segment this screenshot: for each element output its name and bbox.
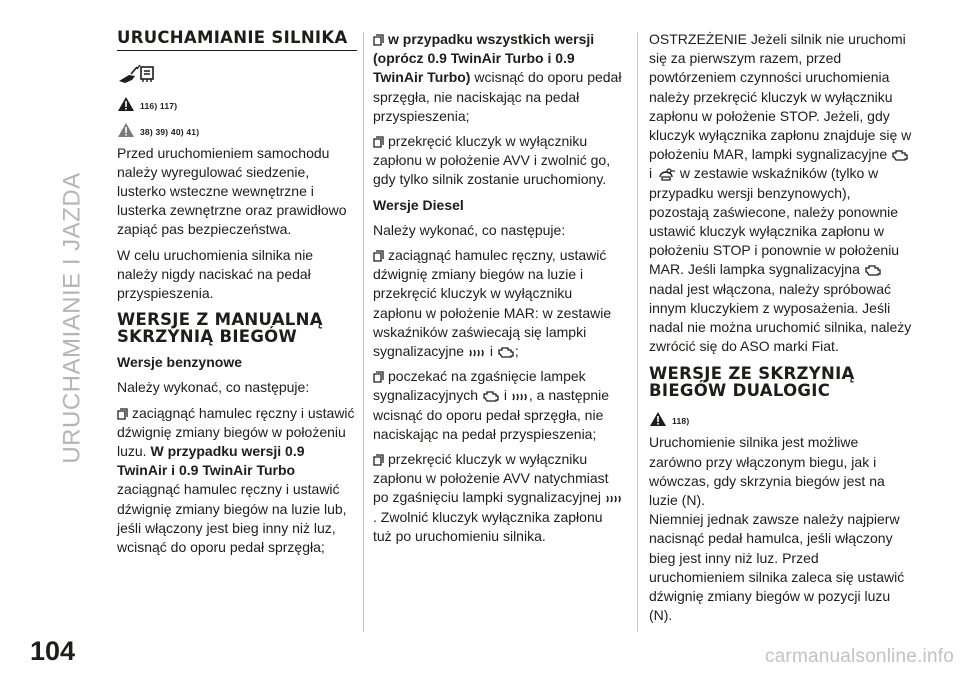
column-2 [373,30,623,552]
caution-reference-1 [117,118,357,138]
list-item-wait-lamps: poczekać na zgaśnięcie lampek sygnalizacyjnych i , a następnie wcisnąć do oporu pedał sprzęgła, nie naciskając na pedał przyspieszenia; [373,368,610,442]
caution-ref-numbers: 38) 39) 40) 41) [140,126,200,137]
column-1 [117,30,357,563]
section-heading-manual-gearbox: WERSJE Z MANUALNĄ SKRZYNIĄ BIEGÓW [117,310,323,346]
paragraph-before-start: Przed uruchomieniem samochodu należy wyregulować siedzenie, lusterko wsteczne wewnętrzne i lusterka zewnętrzne oraz prawidłowo zapiąć pas bezpieczeństwa. [117,144,347,238]
column-3 [649,30,914,631]
engine-check-icon [864,263,882,277]
section-heading-dualogic: WERSJE ZE SKRZYNIĄ BIEGÓW DUALOGIC [649,364,855,400]
engine-check-icon [482,389,500,403]
list-item-turn-key-after-lamp: przekręcić kluczyk w wyłączniku zapłonu w położenie AVV natychmiast po zgaśnięciu lampki sygnalizacyjnej . Zwolnić kluczyk wyłącznika zapłonu tuż po uruchomieniu silnika. [373,450,623,546]
side-section-title [58,18,88,618]
paragraph-dualogic-start: Uruchomienie silnika jest możliwe zarówno przy włączonym biegu, jak i wówczas, gdy skrzynia biegów jest na luzie (N). [649,434,885,509]
glow-plug-icon [468,347,486,359]
warning-ref-numbers: 116) 117) [140,100,178,111]
paragraph-no-accelerator: W celu uruchomienia silnika nie należy nigdy naciskać na pedał przyspieszenia. [117,246,314,301]
checkbox-bullet-icon [373,250,384,262]
list-item-handbrake: zaciągnąć hamulec ręczny i ustawić dźwignię zmiany biegów w położeniu luzu. W przypadku wersji 0.9 TwinAir i 0.9 TwinAir Turbo zaciągnąć hamulec ręczny i ustawić dźwignię zmiany biegów na luzie lub, jeśli włączony jest bieg inny niż luz, wcisnąć do oporu pedał sprzęgła; [117,404,355,555]
checkbox-bullet-icon [117,408,128,420]
glow-plug-icon [605,493,623,505]
watermark: carmanualsonline.info [764,646,954,667]
engine-check-icon [497,345,515,359]
subheading-petrol: Wersje benzynowe [117,354,243,371]
paragraph-dualogic-brake: Niemniej jednak zawsze należy najpierw nacisnąć pedał hamulca, jeśli włączony bieg jest inny niż luz. Przed uruchomieniem silnika zaleca się ustawić dźwignię zmiany biegów w pozycji luzu (N). [649,511,905,624]
subheading-diesel: Wersje Diesel [373,196,464,213]
column-divider-2 [637,32,638,632]
paragraph-diesel-intro: Należy wykonać, co następuje: [373,221,566,238]
checkbox-bullet-icon [373,34,384,46]
spark-warning-row [117,61,357,87]
list-item-turn-key-avv: przekręcić kluczyk w wyłączniku zapłonu w położenie AVV i zwolnić go, gdy tylko silnik zostanie uruchomiony. [373,133,611,188]
warning-reference-dualogic [649,407,914,427]
section-heading-starting-engine: URUCHAMIANIE SILNIKA [117,30,357,51]
column-divider-1 [363,32,364,632]
checkbox-bullet-icon [373,136,384,148]
checkbox-bullet-icon [373,371,384,383]
side-title-text: URUCHAMIANIE I JAZDA [59,172,87,464]
list-item-all-versions: w przypadku wszystkich wersji (oprócz 0.9 TwinAir Turbo i 0.9 TwinAir Turbo) wcisnąć do oporu pedał sprzęgła, nie naciskając na pedał przyspieszenia; [373,31,622,124]
caution-triangle-icon [117,122,135,138]
spark-hand-icon [117,63,155,85]
warning-triangle-icon [117,96,135,112]
warning-reference-1 [117,92,357,112]
list-item-diesel-mar: zaciągnąć hamulec ręczny, ustawić dźwignię zmiany biegów na luzie i przekręcić kluczyk w wyłączniku zapłonu w położenie MAR: w zestawie wskaźników zaświecają się lampki sygnalizacyjne i ; [373,247,612,360]
glow-plug-icon [511,391,529,403]
paragraph-warning-restart: OSTRZEŻENIE Jeżeli silnik nie uruchomi się za pierwszym razem, przed powtórzeniem czynności uruchomienia należy przekręcić kluczyk w wyłączniku zapłonu w położenie STOP. Jeżeli, gdy kluczyk wyłącznika zapłonu znajduje się w położeniu MAR, lampki sygnalizacyjne i w zestawie wskaźników (tylko w przypadku wersji benzynowych), pozostają zaświecone, należy ponownie ustawić kluczyk wyłącznika zapłonu w położeniu STOP i ponownie w położeniu MAR. Jeśli lampka sygnalizacyjna nadal jest włączona, należy spróbować innym kluczykiem z wyposażenia. Jeśli nadal nie można uruchomić silnika, należy zwrócić się do ASO marki Fiat. [649,31,912,355]
warning-ref-numbers: 118) [672,416,690,427]
immobilizer-icon [656,167,676,181]
engine-check-icon [891,148,909,162]
checkbox-bullet-icon [373,454,384,466]
warning-triangle-icon [649,411,667,427]
page-number: 104 [30,636,76,666]
paragraph-procedure-intro: Należy wykonać, co następuje: [117,379,310,396]
